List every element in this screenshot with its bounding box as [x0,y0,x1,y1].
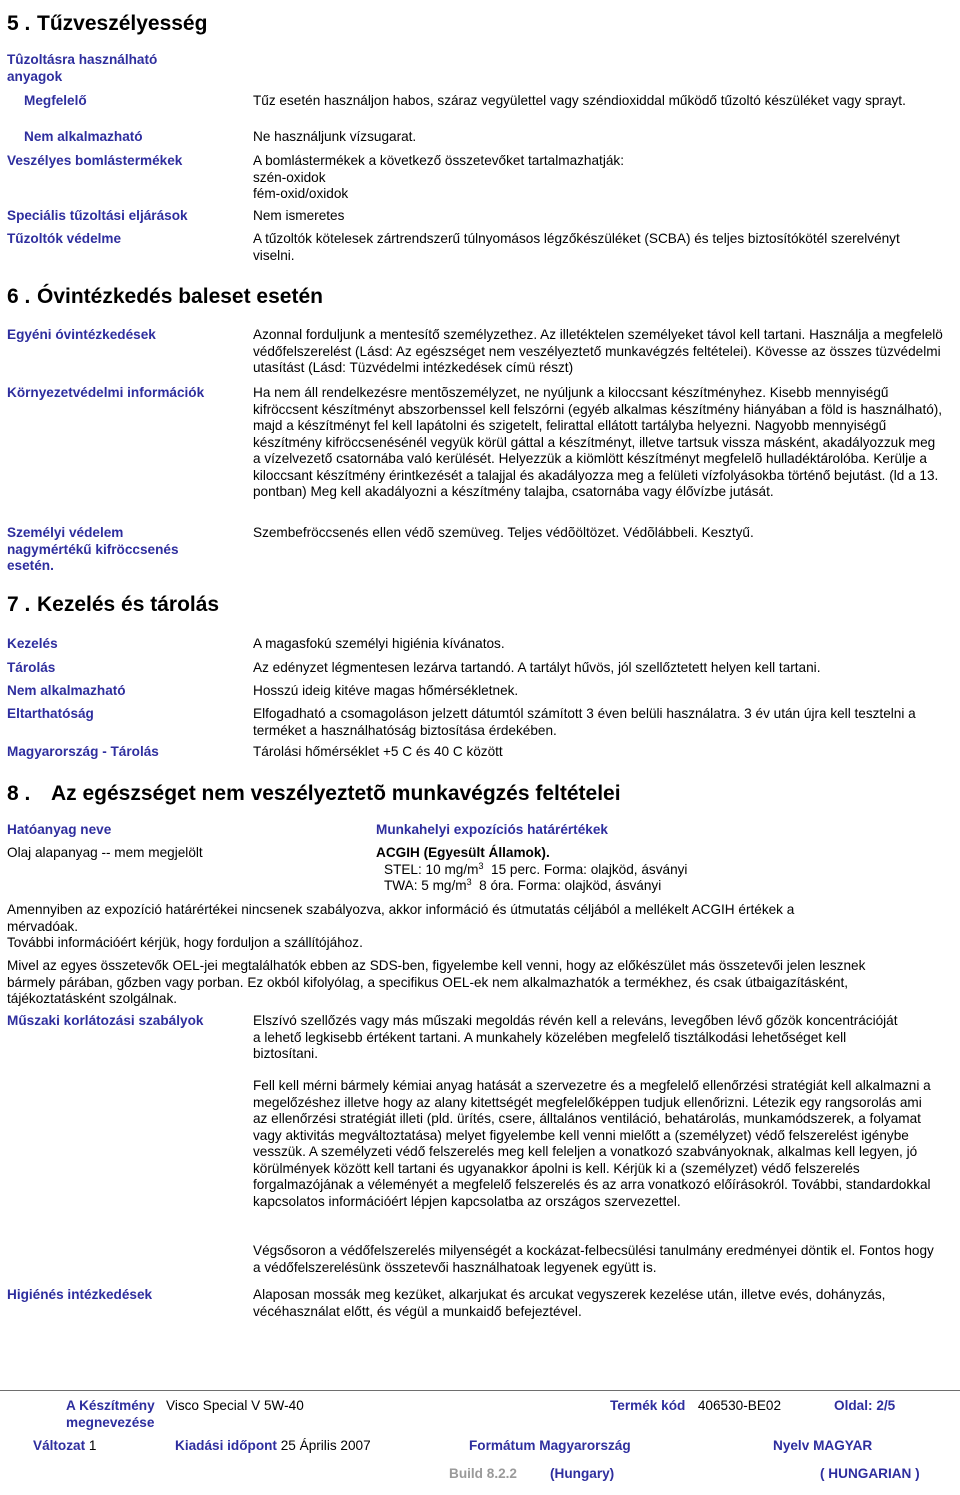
hygiene-measures-text: Alaposan mossák meg kezüket, alkarjukat és arcukat vegyszerek kezelése után, illetve evés, dohányzás, vécéhasználat előtt, és végül a munkaidő befejeztével. [253,1287,886,1319]
shelf-life-label: Eltarthatóság [7,706,94,721]
suitable-label: Megfelelő [24,93,87,108]
product-code-label: Termék kód [610,1398,686,1413]
hygiene-measures-label: Higiénés intézkedések [7,1287,153,1302]
section-6-title: Óvintézkedés baleset esetén [37,285,323,308]
hazardous-products-label: Veszélyes bomlástermékek [7,153,183,168]
twa-suffix: 8 óra. Forma: olajköd, ásványi [471,878,662,893]
issue-date-label: Kiadási időpont [175,1438,277,1453]
section-7-heading [7,593,219,617]
engineering-controls-text-2: Fell kell mérni bármely kémiai anyag hatását a szervezetre és a megfelelő ellenőrzési stratégiát kell alkalmazni a megelőzéshez illetve hogy az alany kitettségét megfelelőképpen tudjuk ellenőrizni. Létezik egy rangsorolás ami az ellenőrzési stratégiát illeti (pld. ürítés, csere, álltalános ventiláció, behatárolás, munkamódszerek, a folyamat vagy aktivitás megváltoztatása) melyet figyelembe kell venni mielőtt a (személyzet) védő felszerelést igénybe vesszük. A személyzeti védő felszerelés meg kell feleljen a vonatkozó szabványoknak, alkalmas kell legyen, jó körülmények között kell tartani és ugyanakkor ápolni is kell. Kérjük ki a (személyzet) védő felszerelés forgalmazójának a véleményét a megfelelő felszerelés és az arra vonatkozó előírásokról. További, standardokkal kapcsolatos információért lépjen kapcsolatba az országos szervezettel. [253,1078,931,1209]
hazardous-products-text [253,153,943,203]
ppe-large-spill-label: Személyi védelem nagymértékű kifröccsenés esetén. [7,525,179,573]
language-label: Nyelv [773,1438,810,1453]
version-value: 1 [88,1438,97,1453]
hazardous-products-line: A bomlástermékek a következő összetevőket tartalmazhatják: [253,153,624,168]
acgih-heading: ACGIH (Egyesült Államok). [376,845,550,860]
language-value: MAGYAR [813,1438,873,1453]
special-procedures-text: Nem ismeretes [253,208,345,223]
section-7-number: 7 . [7,593,31,616]
supplier-note-paragraph: További információért kérjük, hogy forduljon a szállítójához. [7,935,363,950]
section-8-number: 8 . [7,782,31,805]
substance-name: Olaj alapanyag -- mem megjelölt [7,845,203,860]
section-8-heading [7,782,621,806]
shelf-life-text: Elfogadható a csomagoláson jelzett dátumtól számított 3 éven belüli használatra. 3 év után újra kell tesztelni a terméket a használhatóság biztosítása érdekében. [253,706,916,738]
personal-precautions-label: Egyéni óvintézkedések [7,327,156,342]
twa-superscript: 3 [466,877,472,887]
language-name-value: ( HUNGARIAN ) [820,1466,920,1481]
engineering-controls-text-1: Elszívó szellőzés vagy más műszaki megoldás révén kell a releváns, levegőben lévő gőzök koncentrációját a lehető legkisebb értékent tartani. A munkahely közelében megfelelő tisztálkodási lehetőséget kell biztosítani. [253,1013,898,1061]
twa-value [384,878,661,895]
stel-superscript: 3 [478,861,484,871]
section-6-heading [7,285,323,309]
extinguishing-media-label: Tûzoltásra használható anyagok [7,52,158,84]
not-applicable-text: Hosszú ideig kitéve magas hőmérsékletnek. [253,683,519,698]
format-country [550,1465,614,1482]
twa-prefix: TWA: 5 mg/m [384,878,467,893]
product-name-label-line1: A Készítmény [66,1398,155,1413]
hazardous-products-line: szén-oxidok [253,169,326,185]
product-name-value: Visco Special V 5W-40 [166,1398,304,1413]
page-label: Oldal: [834,1398,873,1413]
stel-suffix: 15 perc. Forma: olajköd, ásványi [483,862,688,877]
section-7-title: Kezelés és tárolás [37,593,220,616]
personal-precautions-text: Azonnal forduljunk a mentesítő személyzethez. Az illetéktelen személyeket távol kell tartani. Használja a megfelelö védőfelszerelést (Lásd: Az egészséget nem veszélyeztető munkavégzés feltételei). Kövesse az összes tüzvédelmi utasítást (Lásd: Tüzvédelmi intézkedések címü részt) [253,327,943,375]
exposure-limits-column-header: Munkahelyi expozíciós határértékek [376,822,608,837]
special-procedures-label: Speciális tűzoltási eljárások [7,208,188,223]
not-applicable-label: Nem alkalmazható [7,683,126,698]
handling-label: Kezelés [7,636,58,651]
issue-date [175,1437,371,1454]
language [773,1437,872,1454]
version-label: Változat [33,1438,86,1453]
section-5-number: 5 . [7,12,31,35]
format-country-value: (Hungary) [550,1466,615,1481]
storage-text: Az edényzet légmentesen lezárva tartandó. A tartályt hűvös, jól szellőztetett helyen kell tartani. [253,660,821,675]
page-value: 2/5 [876,1398,896,1413]
product-code [610,1397,781,1414]
unsuitable-text: Ne használjunk vízsugarat. [253,129,417,144]
language-name [820,1465,920,1482]
environmental-info-label: Környezetvédelmi információk [7,385,205,400]
handling-text: A magasfokú személyi higiénia kívánatos. [253,636,505,651]
stel-value [384,862,687,879]
substance-column-header: Hatóanyag neve [7,822,112,837]
oel-note-paragraph: Mivel az egyes összetevők OEL-jei megtalálhatók ebben az SDS-ben, figyelembe kell venni, hogy az előkészület más összetevői jelen lesznek bármely párában, gőzben vagy porban. Ez okból kifolyólag, a specifikus OEL-ek nem alkalmazhatók a termékhez, és csak útbaigazításként, tájékoztatásként szolgálnak. [7,958,866,1006]
firefighter-protection-text: A tűzoltók kötelesek zártrendszerű túlnyomásos légzőkészüléket (SCBA) és teljes biztosítókötél szerelvényt viselni. [253,231,900,263]
stel-prefix: STEL: 10 mg/m [384,862,479,877]
section-5-title: Tűzveszélyesség [37,12,208,35]
issue-date-value: 25 Április 2007 [280,1438,371,1453]
hungary-storage-label: Magyarország - Tárolás [7,744,159,759]
section-8-title: Az egészséget nem veszélyeztetõ munkavégzés feltételei [51,782,621,805]
ppe-large-spill-text: Szembefröccsenés ellen védõ szemüveg. Teljes védõöltözet. Védõlábbeli. Kesztyű. [253,525,754,540]
format-value: Magyarország [539,1438,631,1453]
product-code-value: 406530-BE02 [697,1398,782,1413]
page-number [834,1397,895,1414]
product-name-label-line2: megnevezése [66,1415,155,1430]
acgih-note-paragraph: Amennyiben az expozíció határértékei nincsenek szabályozva, akkor információ és útmutatás céljából a mellékelt ACGIH értékek a mérvadóak. [7,902,795,934]
engineering-controls-text-3: Végsősoron a védőfelszerelés milyenségét a kockázat-felbecsülési tanulmány eredményei döntik el. Fontos hogy a védőfelszerelésünk összetevői használhatoak legyenek együtt is. [253,1243,934,1275]
hungary-storage-text: Tárolási hőmérséklet +5 C és 40 C között [253,744,503,759]
format [469,1437,631,1454]
product-name-label [66,1397,176,1431]
build-number: Build 8.2.2 [449,1466,517,1481]
unsuitable-label: Nem alkalmazható [24,129,143,144]
hazardous-products-line: fém-oxid/oxidok [253,186,349,201]
suitable-text: Tűz esetén használjon habos, száraz vegyülettel vagy széndioxiddal működő tűzoltó készüléket vagy sprayt. [253,93,906,108]
footer-divider [0,1390,960,1391]
environmental-info-text: Ha nem áll rendelkezésre mentõszemélyzet, ne nyúljunk a kiloccsant készítményhez. Kisebb mennyiségű kifröccsent készítményt abszorbenssel kell felszórni (egyéb alkalmas készítmény hiányában a föld is használható), majd a készítményt fel kell lapátolni és szigetelt, felirattal ellátott tartályba helyezni. Nagyobb mennyiségű készítmény kifröccsenésénél vegyük körül gáttal a készítményt, illetve tartsuk vissza másként, akadályozzuk meg a vízelvezető csatornába való kerülését. Helyezzük a kiömlött készítményt megfelelõ hulladéktárolóba. Kerülje a kiloccsant készítmény érintkezését a talajjal és akadályozza meg a felületi vízfolyásokba történő bejutást. (ld a 13. pontban) Meg kell akadályozni a készítmény talajba, csatornába vagy élővízbe jutását. [253,385,943,499]
section-6-number: 6 . [7,285,31,308]
version [33,1437,96,1454]
firefighter-protection-label: Tűzoltók védelme [7,231,122,246]
format-label: Formátum [469,1438,536,1453]
section-5-heading [7,12,207,36]
storage-label: Tárolás [7,660,56,675]
engineering-controls-label: Műszaki korlátozási szabályok [7,1013,204,1028]
